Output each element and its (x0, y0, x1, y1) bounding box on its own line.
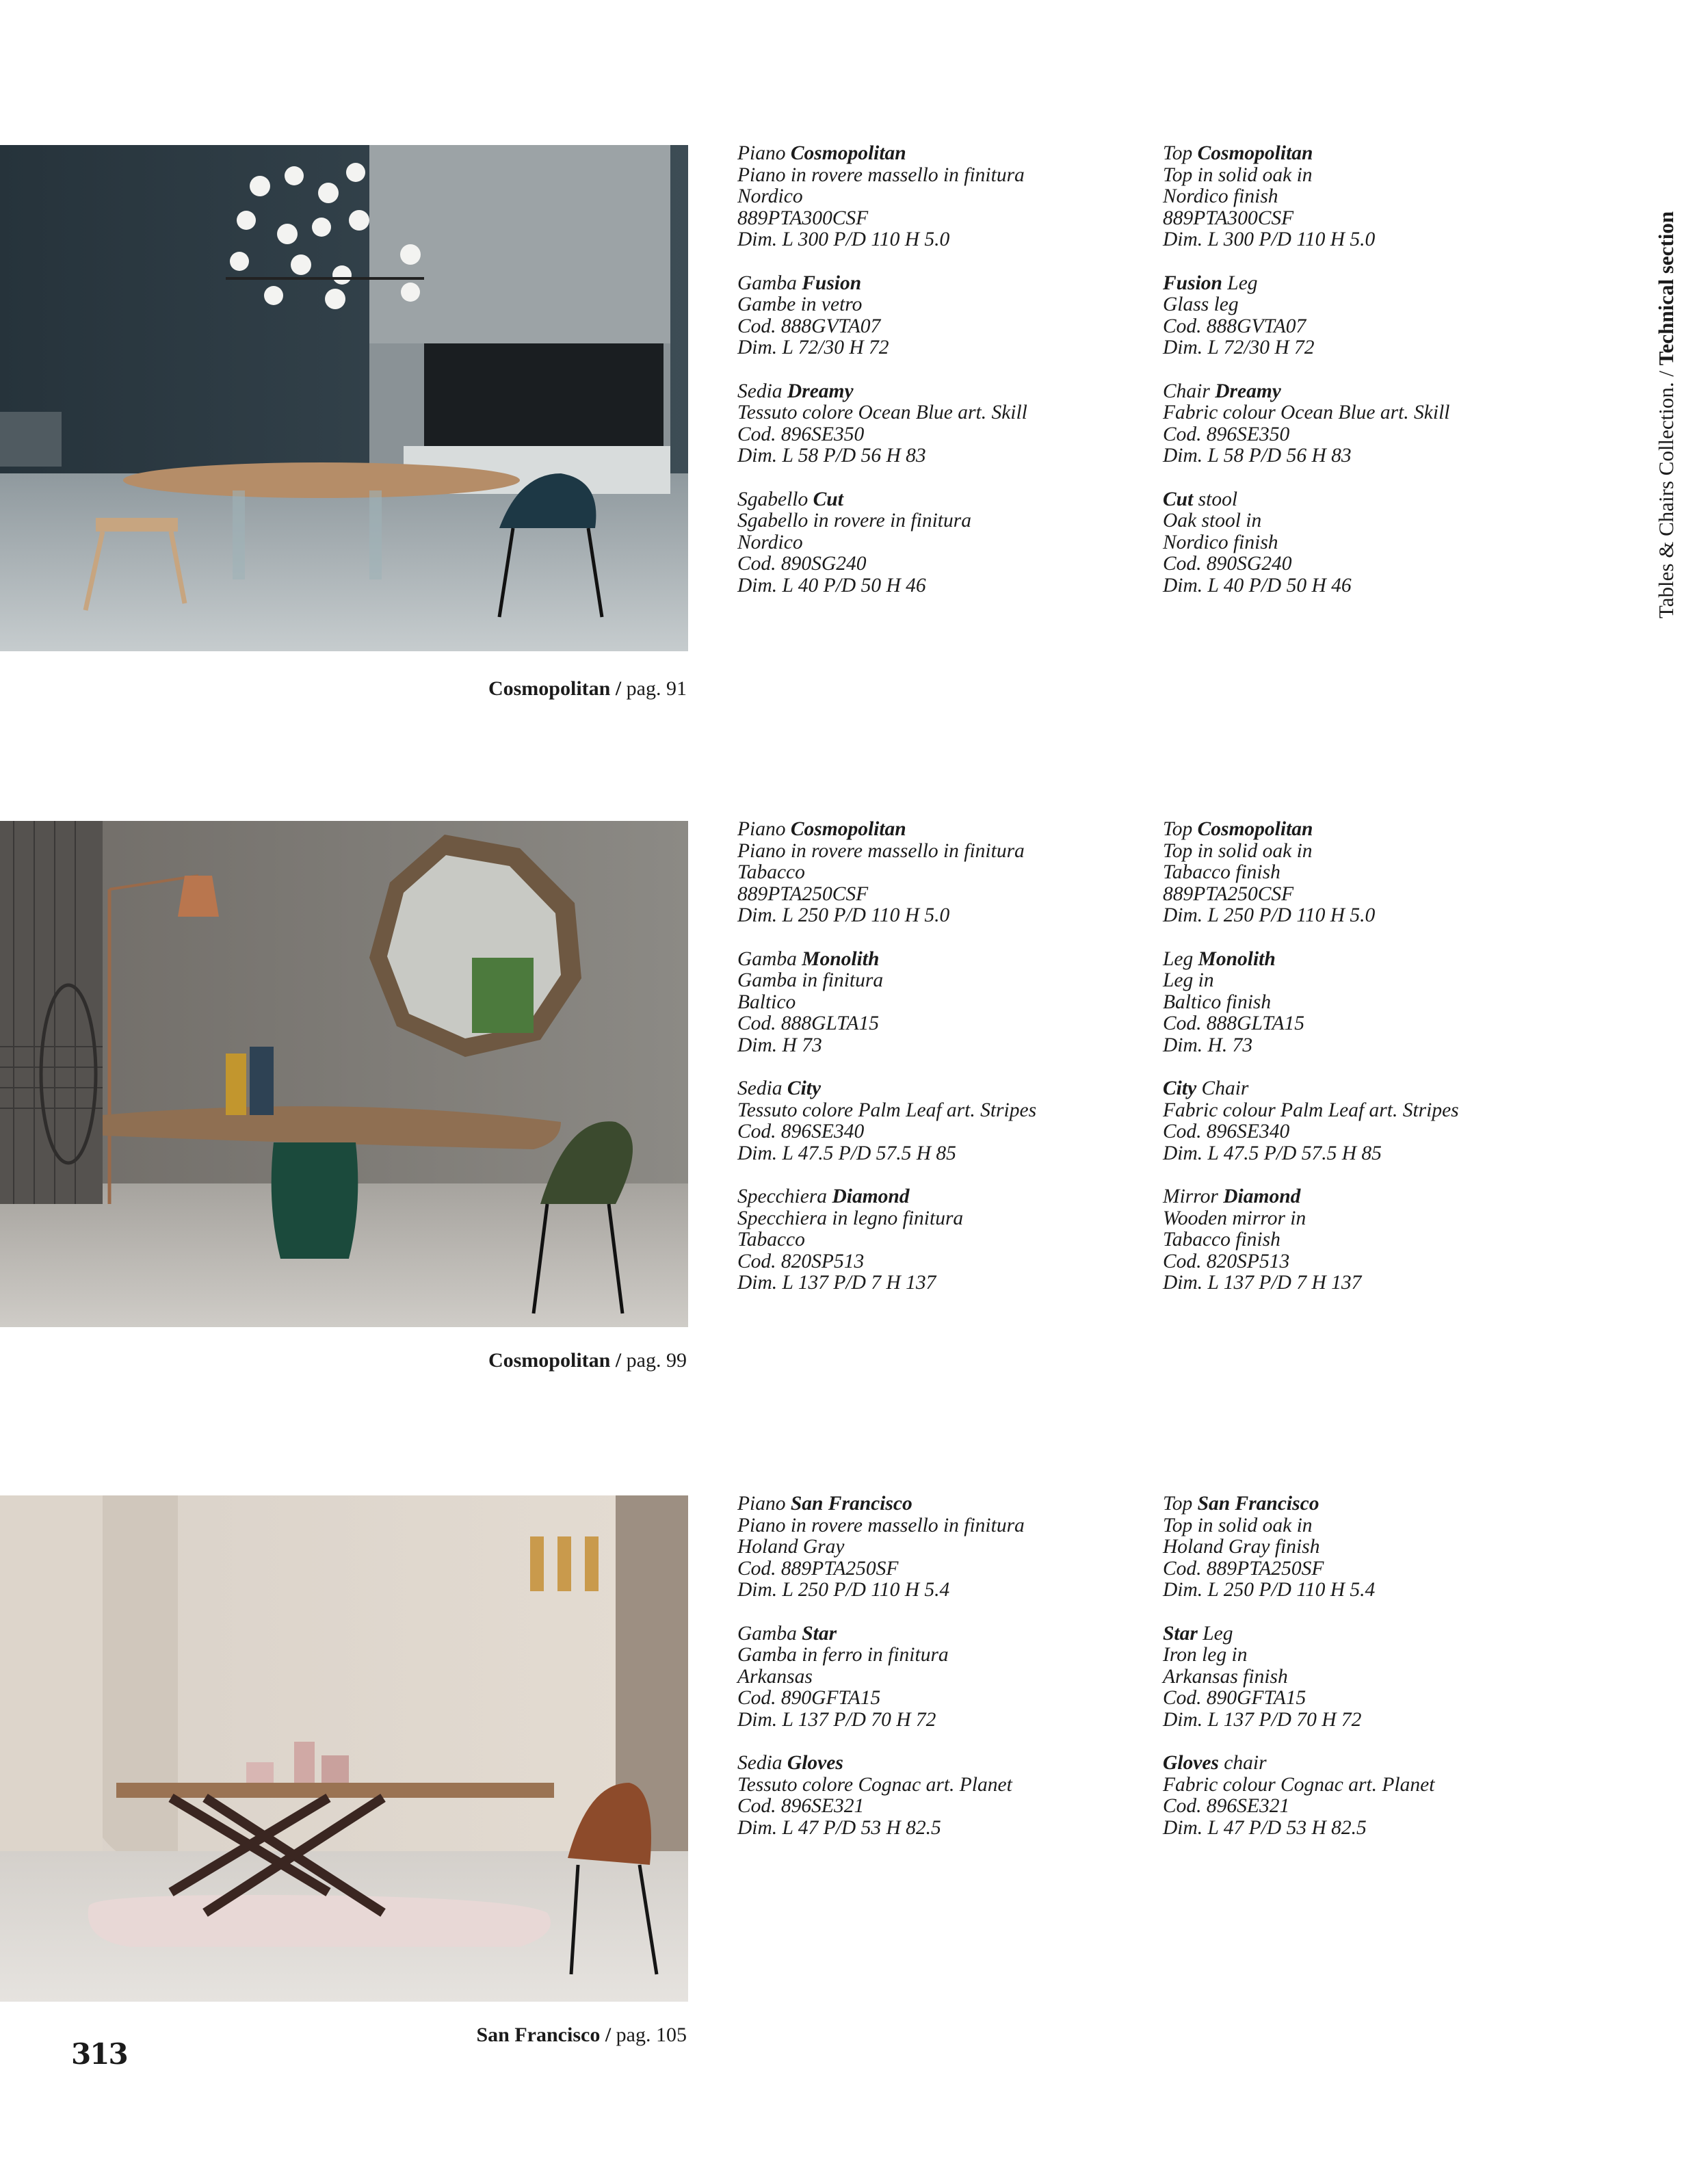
spec-line: Fabric colour Cognac art. Planet (1163, 1773, 1435, 1796)
spec-line: Tabacco (737, 861, 805, 884)
spec-line: Dim. L 47.5 P/D 57.5 H 85 (737, 1142, 956, 1164)
spec-line: Cod. 896SE321 (737, 1795, 865, 1818)
spec-line: Gambe in vetro (737, 293, 863, 316)
spec-label: Top (1163, 142, 1193, 164)
caption-separator: / (610, 677, 627, 700)
spec-label: chair (1224, 1752, 1267, 1775)
spec-line: Cod. 896SE321 (1163, 1795, 1290, 1818)
spec-block (737, 819, 1148, 927)
spec-line: Dim. L 137 P/D 7 H 137 (737, 1272, 936, 1294)
spec-line: Cod. 890GFTA15 (737, 1687, 881, 1710)
spec-column-it-1 (737, 143, 1148, 618)
spec-line: Dim. L 58 P/D 56 H 83 (737, 445, 926, 467)
spec-line: Piano in rovere massello in finitura (737, 839, 1025, 862)
caption-name: San Francisco (476, 2024, 601, 2046)
spec-column-en-1 (1163, 143, 1573, 618)
spec-line: 889PTA300CSF (1163, 207, 1294, 229)
spec-block (737, 1623, 1148, 1731)
spec-line: Dim. L 137 P/D 7 H 137 (1163, 1272, 1362, 1294)
spec-title (1163, 1753, 1573, 1775)
spec-line: Dim. L 72/30 H 72 (1163, 337, 1315, 359)
spec-line: Nordico finish (1163, 531, 1278, 553)
spec-line: Top in solid oak in (1163, 1514, 1313, 1536)
side-title-section: Technical section (1654, 211, 1678, 366)
spec-product-name: San Francisco (1197, 1493, 1319, 1515)
spec-line: Dim. L 250 P/D 110 H 5.4 (1163, 1579, 1376, 1601)
spec-line: Cod. 896SE340 (1163, 1121, 1290, 1143)
spec-label: Top (1163, 1493, 1193, 1515)
spec-block (1163, 819, 1573, 927)
spec-product-name: City (1163, 1077, 1197, 1100)
caption-name: Cosmopolitan (488, 677, 611, 700)
spec-product-name: Cosmopolitan (1197, 818, 1313, 840)
spec-line: Nordico (737, 185, 803, 208)
spec-block (1163, 949, 1573, 1057)
caption-separator: / (600, 2024, 616, 2046)
spec-line: Fabric colour Ocean Blue art. Skill (1163, 402, 1450, 424)
spec-label: Leg (1227, 272, 1258, 294)
spec-block (1163, 1753, 1573, 1839)
spec-column-it-3 (737, 1493, 1148, 1861)
spec-line: Dim. L 47 P/D 53 H 82.5 (737, 1816, 941, 1839)
spec-title (1163, 143, 1573, 165)
spec-line: Tessuto colore Ocean Blue art. Skill (737, 402, 1027, 424)
spec-line: Dim. L 40 P/D 50 H 46 (737, 574, 926, 597)
spec-line: Nordico (737, 531, 803, 553)
spec-product-name: Gloves (1163, 1752, 1219, 1775)
spec-label: Gamba (737, 1622, 797, 1645)
spec-line: Cod. 889PTA250SF (737, 1557, 899, 1580)
spec-block (1163, 143, 1573, 251)
product-photo-cosmopolitan-91 (0, 145, 688, 651)
spec-line: 889PTA250CSF (1163, 882, 1294, 905)
spec-line: Piano in rovere massello in finitura (737, 1514, 1025, 1536)
spec-line: Tabacco finish (1163, 1229, 1280, 1251)
spec-line: Fabric colour Palm Leaf art. Stripes (1163, 1099, 1459, 1121)
spec-block (1163, 1623, 1573, 1731)
spec-line: Cod. 889PTA250SF (1163, 1557, 1324, 1580)
spec-label: stool (1198, 488, 1238, 510)
spec-line: Cod. 888GVTA07 (1163, 315, 1306, 337)
spec-title (737, 273, 1148, 295)
spec-line: Dim. L 300 P/D 110 H 5.0 (1163, 228, 1376, 251)
spec-title (1163, 1186, 1573, 1208)
spec-title (1163, 381, 1573, 403)
spec-title (1163, 819, 1573, 841)
spec-product-name: Star (802, 1622, 837, 1645)
spec-line: Dim. L 250 P/D 110 H 5.0 (1163, 904, 1376, 927)
spec-product-name: Cosmopolitan (790, 142, 906, 164)
spec-column-en-3 (1163, 1493, 1573, 1861)
spec-label: Sgabello (737, 488, 809, 510)
spec-title (737, 949, 1148, 971)
spec-title (1163, 1078, 1573, 1100)
spec-label: Leg (1163, 947, 1194, 970)
spec-block (1163, 1078, 1573, 1164)
spec-title (737, 489, 1148, 511)
spec-product-name: San Francisco (790, 1493, 912, 1515)
spec-line: Gamba in ferro in finitura (737, 1644, 949, 1666)
spec-line: Cod. 896SE350 (737, 423, 865, 445)
caption-page: pag. 105 (616, 2024, 687, 2046)
spec-block (1163, 1493, 1573, 1601)
spec-line: Top in solid oak in (1163, 163, 1313, 186)
spec-line: Oak stool in (1163, 510, 1262, 532)
spec-label: Piano (737, 818, 786, 840)
photo-caption-3 (476, 2024, 687, 2047)
spec-line: Cod. 890SG240 (1163, 553, 1292, 575)
product-photo-san-francisco-105 (0, 1495, 688, 2002)
spec-line: Tessuto colore Cognac art. Planet (737, 1773, 1012, 1796)
caption-page: pag. 99 (626, 1349, 687, 1372)
spec-line: Tabacco (737, 1229, 805, 1251)
spec-title (1163, 489, 1573, 511)
spec-line: Baltico finish (1163, 991, 1272, 1013)
spec-line: Cod. 890GFTA15 (1163, 1687, 1306, 1710)
spec-line: Tessuto colore Palm Leaf art. Stripes (737, 1099, 1037, 1121)
spec-block (737, 949, 1148, 1057)
side-title (1650, 145, 1684, 624)
spec-line: Top in solid oak in (1163, 839, 1313, 862)
spec-line: Gamba in finitura (737, 969, 884, 992)
spec-line: Dim. H 73 (737, 1034, 822, 1056)
spec-line: Piano in rovere massello in finitura (737, 163, 1025, 186)
spec-product-name: Cosmopolitan (1197, 142, 1313, 164)
spec-product-name: Cut (813, 488, 843, 510)
spec-product-name: Monolith (1198, 947, 1276, 970)
spec-line: Cod. 820SP513 (1163, 1250, 1290, 1272)
spec-product-name: Fusion (1163, 272, 1222, 294)
spec-block (737, 1186, 1148, 1294)
product-photo-cosmopolitan-99 (0, 821, 688, 1327)
spec-product-name: Diamond (1223, 1186, 1301, 1208)
spec-line: Arkansas (737, 1665, 813, 1688)
spec-title (737, 1078, 1148, 1100)
spec-label: Leg (1203, 1622, 1233, 1645)
spec-product-name: Monolith (802, 947, 880, 970)
side-title-collection: Tables & Chairs Collection. / (1654, 370, 1678, 618)
spec-line: Dim. L 250 P/D 110 H 5.4 (737, 1579, 950, 1601)
spec-product-name: Dreamy (787, 380, 854, 402)
spec-label: Top (1163, 818, 1193, 840)
spec-line: Leg in (1163, 969, 1214, 992)
spec-line: Sgabello in rovere in finitura (737, 510, 971, 532)
spec-line: Wooden mirror in (1163, 1207, 1306, 1229)
spec-title (737, 381, 1148, 403)
spec-line: Dim. L 47 P/D 53 H 82.5 (1163, 1816, 1367, 1839)
spec-line: Glass leg (1163, 293, 1239, 316)
spec-line: Dim. L 300 P/D 110 H 5.0 (737, 228, 950, 251)
spec-label: Mirror (1163, 1186, 1218, 1208)
spec-label: Gamba (737, 272, 797, 294)
spec-title (737, 1753, 1148, 1775)
page-number: 313 (71, 2037, 127, 2071)
spec-block (1163, 1186, 1573, 1294)
spec-title (737, 1623, 1148, 1645)
spec-label: Piano (737, 142, 786, 164)
spec-block (737, 381, 1148, 467)
spec-line: Dim. L 47.5 P/D 57.5 H 85 (1163, 1142, 1382, 1164)
spec-title (1163, 1623, 1573, 1645)
spec-product-name: Star (1163, 1622, 1198, 1645)
spec-title (1163, 273, 1573, 295)
spec-title (1163, 949, 1573, 971)
spec-line: Holand Gray (737, 1536, 845, 1558)
spec-line: Nordico finish (1163, 185, 1278, 208)
spec-line: Cod. 890SG240 (737, 553, 867, 575)
caption-separator: / (610, 1349, 627, 1372)
spec-block (737, 273, 1148, 359)
spec-product-name: Cosmopolitan (790, 818, 906, 840)
spec-product-name: Fusion (802, 272, 862, 294)
caption-page: pag. 91 (626, 677, 687, 700)
spec-label: Gamba (737, 947, 797, 970)
spec-title (737, 1186, 1148, 1208)
spec-line: Cod. 896SE350 (1163, 423, 1290, 445)
spec-line: Dim. H. 73 (1163, 1034, 1253, 1056)
spec-line: 889PTA300CSF (737, 207, 869, 229)
spec-line: Cod. 888GVTA07 (737, 315, 881, 337)
spec-product-name: Cut (1163, 488, 1194, 510)
spec-column-en-2 (1163, 819, 1573, 1316)
spec-line: Cod. 820SP513 (737, 1250, 865, 1272)
photo-caption-1 (488, 677, 687, 701)
spec-line: Dim. L 72/30 H 72 (737, 337, 889, 359)
spec-product-name: Gloves (787, 1752, 843, 1775)
caption-name: Cosmopolitan (488, 1349, 611, 1372)
spec-line: Dim. L 137 P/D 70 H 72 (737, 1708, 936, 1731)
spec-block (1163, 381, 1573, 467)
spec-product-name: Diamond (832, 1186, 910, 1208)
spec-label: Chair (1163, 380, 1210, 402)
spec-line: Tabacco finish (1163, 861, 1280, 884)
spec-product-name: Dreamy (1215, 380, 1281, 402)
spec-block (737, 1493, 1148, 1601)
spec-line: Holand Gray finish (1163, 1536, 1320, 1558)
spec-block (737, 489, 1148, 597)
spec-title (737, 143, 1148, 165)
spec-line: Specchiera in legno finitura (737, 1207, 964, 1229)
spec-label: Sedia (737, 1752, 783, 1775)
spec-block (1163, 273, 1573, 359)
spec-line: Cod. 896SE340 (737, 1121, 865, 1143)
spec-block (737, 1753, 1148, 1839)
spec-line: Dim. L 250 P/D 110 H 5.0 (737, 904, 950, 927)
spec-line: Dim. L 58 P/D 56 H 83 (1163, 445, 1352, 467)
spec-line: Iron leg in (1163, 1644, 1248, 1666)
spec-block (1163, 489, 1573, 597)
spec-line: Arkansas finish (1163, 1665, 1288, 1688)
spec-block (737, 143, 1148, 251)
photo-caption-2 (488, 1349, 687, 1372)
spec-column-it-2 (737, 819, 1148, 1316)
spec-line: Cod. 888GLTA15 (737, 1012, 880, 1035)
spec-title (737, 819, 1148, 841)
spec-product-name: City (787, 1077, 822, 1100)
spec-label: Sedia (737, 380, 783, 402)
spec-label: Sedia (737, 1077, 783, 1100)
spec-title (737, 1493, 1148, 1515)
spec-line: 889PTA250CSF (737, 882, 869, 905)
spec-label: Specchiera (737, 1186, 828, 1208)
spec-label: Chair (1201, 1077, 1249, 1100)
spec-label: Piano (737, 1493, 786, 1515)
spec-line: Cod. 888GLTA15 (1163, 1012, 1305, 1035)
spec-block (737, 1078, 1148, 1164)
spec-line: Baltico (737, 991, 796, 1013)
spec-line: Dim. L 40 P/D 50 H 46 (1163, 574, 1352, 597)
spec-title (1163, 1493, 1573, 1515)
spec-line: Dim. L 137 P/D 70 H 72 (1163, 1708, 1362, 1731)
